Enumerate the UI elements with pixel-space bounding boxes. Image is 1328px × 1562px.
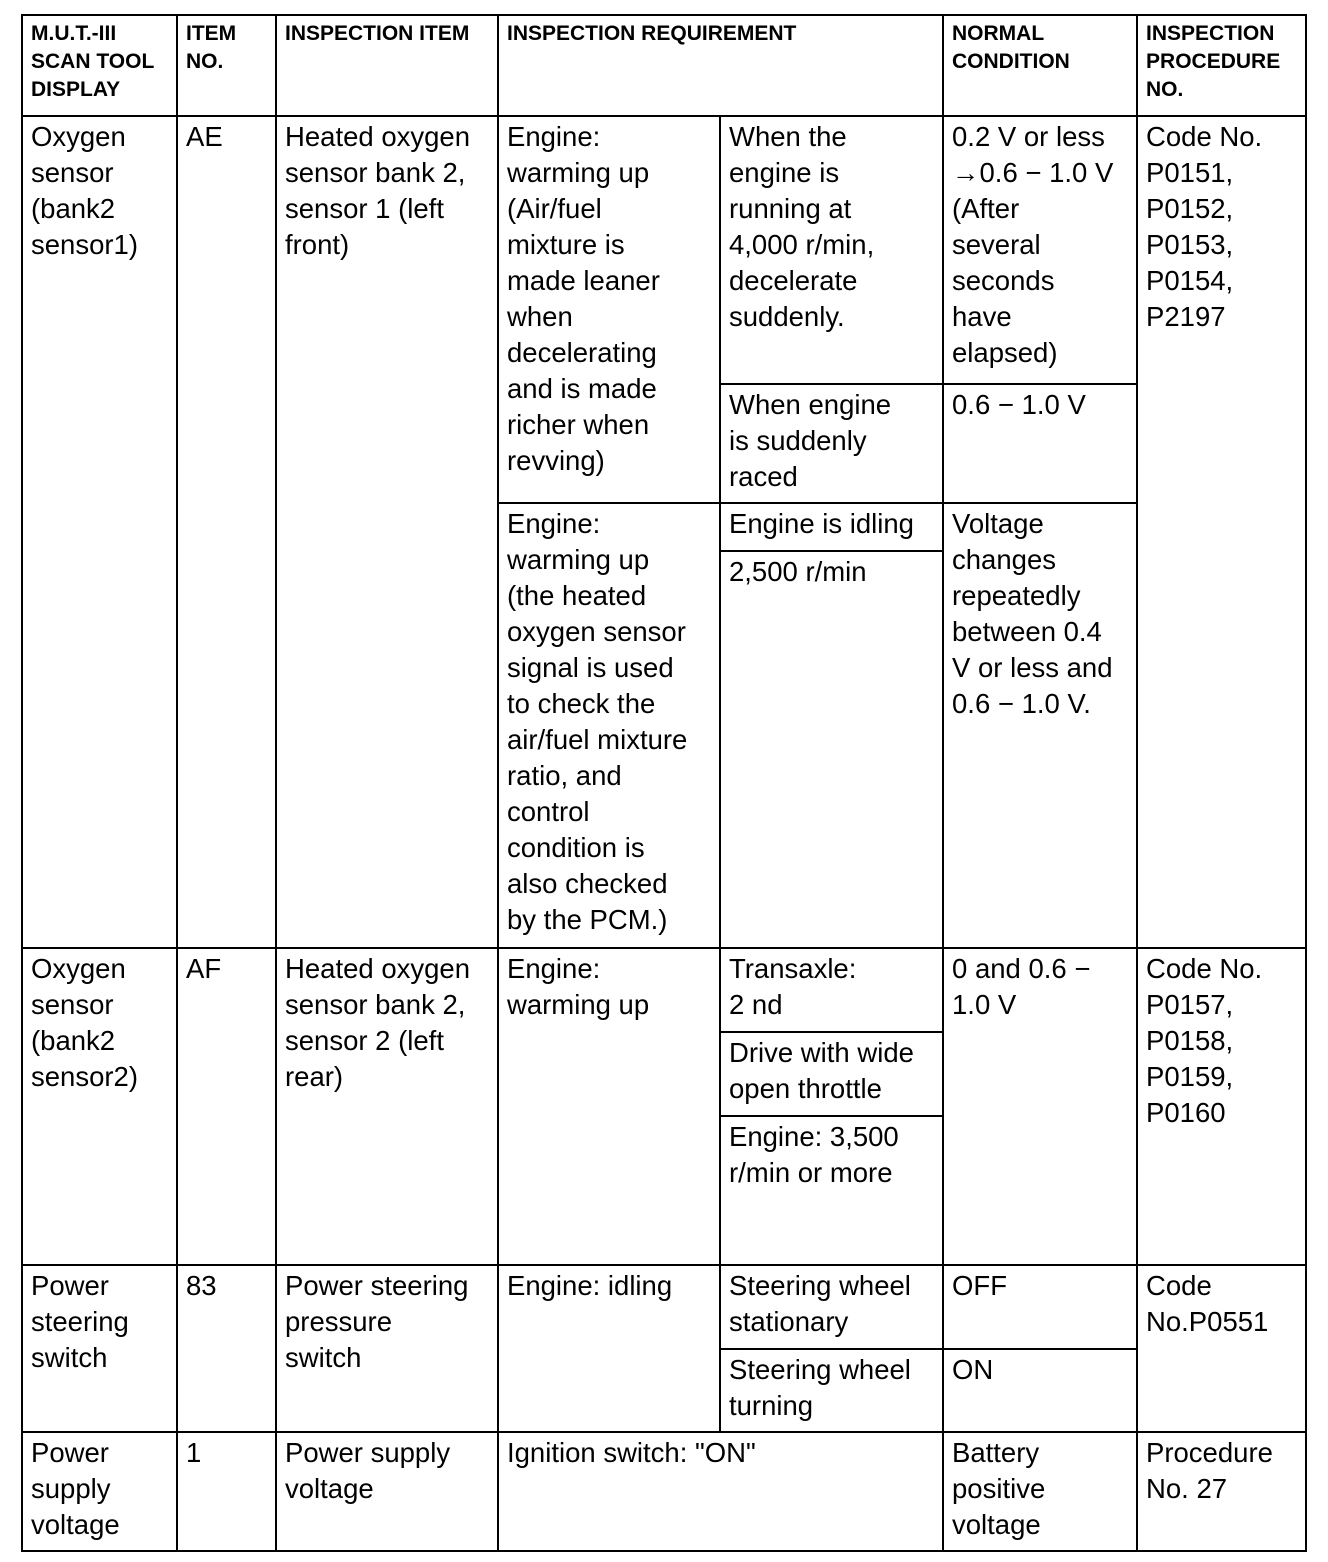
- header-inspection-item: INSPECTION ITEM: [276, 15, 498, 116]
- condition-cell: Engine is idling: [720, 503, 943, 551]
- header-procedure-no: INSPECTION PROCEDURE NO.: [1137, 15, 1306, 116]
- normal-condition-cell: Voltage changes repeatedly between 0.4 V or less and 0.6 − 1.0 V.: [943, 503, 1137, 948]
- item-no-cell: AE: [177, 116, 276, 948]
- inspection-item-cell: Heated oxygen sensor bank 2, sensor 1 (left front): [276, 116, 498, 948]
- condition-cell: 2,500 r/min: [720, 551, 943, 948]
- normal-condition-cell: 0.2 V or less →0.6 − 1.0 V (After several seconds have elapsed): [943, 116, 1137, 384]
- requirement-cell: Engine: warming up (Air/fuel mixture is made leaner when decelerating and is made richer when revving): [498, 116, 720, 503]
- header-normal-condition: NORMAL CONDITION: [943, 15, 1137, 116]
- condition-cell: Steering wheel stationary: [720, 1265, 943, 1349]
- scan-tool-display-cell: Power steering switch: [22, 1265, 177, 1432]
- table-row: [22, 948, 1306, 1032]
- requirement-cell: Ignition switch: "ON": [498, 1432, 943, 1551]
- inspection-item-cell: Power steering pressure switch: [276, 1265, 498, 1432]
- item-no-cell: 83: [177, 1265, 276, 1432]
- normal-condition-cell: ON: [943, 1349, 1137, 1432]
- header-item-no: ITEM NO.: [177, 15, 276, 116]
- condition-cell: Drive with wide open throttle: [720, 1032, 943, 1116]
- condition-cell: Engine: 3,500 r/min or more: [720, 1116, 943, 1265]
- header-inspection-requirement: INSPECTION REQUIREMENT: [498, 15, 943, 116]
- normal-condition-cell: 0 and 0.6 − 1.0 V: [943, 948, 1137, 1265]
- procedure-cell: Code No. P0157, P0158, P0159, P0160: [1137, 948, 1306, 1265]
- scan-tool-display-cell: Power supply voltage: [22, 1432, 177, 1551]
- item-no-cell: 1: [177, 1432, 276, 1551]
- inspection-table: [21, 14, 1307, 1552]
- normal-condition-cell: OFF: [943, 1265, 1137, 1349]
- normal-condition-cell: Battery positive voltage: [943, 1432, 1137, 1551]
- scan-tool-display-cell: Oxygen sensor (bank2 sensor1): [22, 116, 177, 948]
- table-row: [22, 116, 1306, 384]
- inspection-item-cell: Power supply voltage: [276, 1432, 498, 1551]
- procedure-cell: Code No. P0151, P0152, P0153, P0154, P2197: [1137, 116, 1306, 948]
- condition-cell: When the engine is running at 4,000 r/min, decelerate suddenly.: [720, 116, 943, 384]
- inspection-item-cell: Heated oxygen sensor bank 2, sensor 2 (left rear): [276, 948, 498, 1265]
- scan-tool-display-cell: Oxygen sensor (bank2 sensor2): [22, 948, 177, 1265]
- item-no-cell: AF: [177, 948, 276, 1265]
- table-row: [22, 1265, 1306, 1349]
- requirement-cell: Engine: idling: [498, 1265, 720, 1432]
- table-row: [22, 1432, 1306, 1551]
- condition-cell: Transaxle: 2 nd: [720, 948, 943, 1032]
- procedure-cell: Procedure No. 27: [1137, 1432, 1306, 1551]
- procedure-cell: Code No.P0551: [1137, 1265, 1306, 1432]
- header-row: [22, 15, 1306, 116]
- normal-condition-cell: 0.6 − 1.0 V: [943, 384, 1137, 503]
- header-scan-tool-display: M.U.T.-III SCAN TOOL DISPLAY: [22, 15, 177, 116]
- requirement-cell: Engine: warming up: [498, 948, 720, 1265]
- condition-cell: When engine is suddenly raced: [720, 384, 943, 503]
- condition-cell: Steering wheel turning: [720, 1349, 943, 1432]
- requirement-cell: Engine: warming up (the heated oxygen sensor signal is used to check the air/fuel mixture ratio, and control condition is also checked by the PCM.): [498, 503, 720, 948]
